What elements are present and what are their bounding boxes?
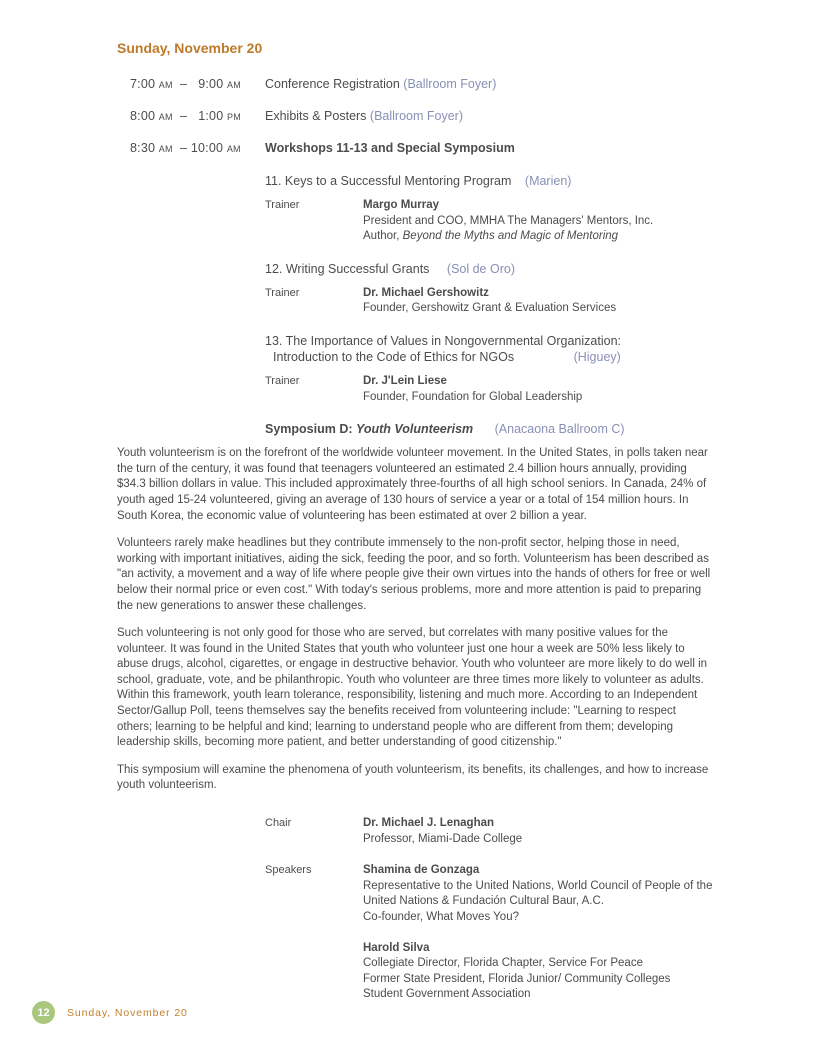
symposium-paragraph-4: This symposium will examine the phenomena of youth volunteerism, its benefits, its challenges, and how to increase youth volunteerism.: [117, 763, 709, 792]
trainer-info: [363, 198, 653, 245]
symposium-paragraph-3: Such volunteering is not only good for those who are served, but correlates with many positive values for the volunteer. It was found in the United States that youth who volunteer just one hour a week are 50% less likely to abuse drugs, alcohol, cigarettes, or engage in destructive behavior. Youth who volunteer are more likely to do well in school, graduate, vote, and be philanthropic. Youth who volunteer are three times more likely to volunteer as adults. Within this framework, youth learn tolerance, responsibility, listening and much more. According to an Independent Sector/Gallup Poll, teens themselves say the benefits received from volunteering include: "Learning to respect others; learning to be helpful and kind; learning to understand people who are different from them; developing leadership skills, becoming more patient, and better understanding of good citizenship.": [117, 627, 708, 749]
schedule-row: [117, 108, 713, 124]
workshop-title-row: [265, 261, 713, 277]
trainer-author-line: [363, 229, 653, 245]
symposium-heading: [265, 421, 713, 437]
workshop-title-row: [265, 333, 713, 365]
speaker-title-line: United Nations & Fundación Cultural Baur, A.C.: [363, 895, 604, 908]
symposium-paragraph-2: Volunteers rarely make headlines but they contribute immensely to the non-profit sector, helping those in need, working with important initiatives, aiding the sick, feeding the poor, and so forth. Volunteerism has been described as "an activity, a movement and a way of life where people give their own virtues into the hands of others for free or well below their normal price or even cost." With today's serious problems, more and more attention is paid to preparing the new generations to answer these challenges.: [117, 537, 711, 612]
chair-name: Dr. Michael J. Lenaghan: [363, 817, 495, 830]
trainer-row: [265, 286, 713, 317]
page-footer: [32, 1001, 188, 1024]
event-cell: [265, 108, 463, 124]
speakers-row: [265, 863, 713, 1003]
symposium-label: Symposium D:: [265, 422, 356, 437]
trainer-name: Margo Murray: [363, 199, 440, 211]
speaker-name: Shamina de Gonzaga: [363, 864, 480, 877]
symposium-location: (Anacaona Ballroom C): [494, 422, 625, 437]
workshop-location: (Sol de Oro): [446, 261, 515, 276]
workshop-13: [265, 333, 713, 405]
role-label: Trainer: [265, 374, 300, 387]
event-title: Conference Registration: [265, 77, 400, 91]
speaker-2: [363, 941, 712, 1003]
event-title: Workshops 11-13 and Special Symposium: [265, 141, 515, 155]
trainer-title-line: Founder, Gershowitz Grant & Evaluation Services: [363, 302, 617, 315]
trainer-info: [363, 374, 582, 405]
symposium-paragraph-1: Youth volunteerism is on the forefront of the worldwide volunteer movement. In the United States, in polls taken near the turn of the century, it was found that teenagers volunteered an estimated 2.4 billion hours annually, providing $34.3 billion dollars in value. This included approximately three-fourths of all high school seniors. In Canada, 24% of youth aged 15-24 volunteered, giving an average of 130 hours of service a year or a total of 154 million hours. In South Korea, the economic value of volunteering has been estimated at over 2 billion a year.: [117, 447, 708, 522]
trainer-title-line: Founder, Foundation for Global Leadership: [363, 390, 583, 403]
speaker-name: Harold Silva: [363, 941, 430, 954]
chair-title-line: Professor, Miami-Dade College: [363, 832, 523, 845]
speakers-block: [265, 863, 713, 1003]
speaker-1: [363, 863, 712, 925]
workshop-title-line1: 13. The Importance of Values in Nongovernmental Organization:: [265, 333, 621, 348]
schedule-list: [117, 76, 713, 156]
role-label: Trainer: [265, 286, 300, 299]
event-title: Exhibits & Posters: [265, 109, 367, 123]
role-label: Speakers: [265, 864, 312, 877]
author-book-title: Beyond the Myths and Magic of Mentoring: [402, 230, 619, 243]
workshop-title-line2-row: [265, 349, 713, 365]
workshop-title-row: [265, 173, 713, 189]
role-label: Trainer: [265, 199, 300, 211]
speakers-info: [363, 863, 712, 1003]
trainer-name: Dr. J'Lein Liese: [363, 374, 447, 387]
speaker-title-line: Student Government Association: [363, 988, 531, 1001]
symposium-title: Youth Volunteerism: [356, 422, 474, 437]
schedule-row: [117, 140, 713, 156]
trainer-row: [265, 198, 713, 245]
workshop-11: [265, 173, 713, 245]
workshop-12: [265, 261, 713, 317]
workshop-title: 12. Writing Successful Grants: [265, 261, 430, 276]
event-cell: [265, 76, 496, 92]
workshop-location: (Higuey): [573, 349, 621, 364]
day-heading: Sunday, November 20: [117, 40, 263, 56]
trainer-info: [363, 286, 616, 317]
schedule-row: [117, 76, 713, 92]
author-prefix: Author,: [363, 230, 403, 243]
trainer-row: [265, 374, 713, 405]
event-time: 8:00 am – 1:00 pm: [130, 109, 241, 123]
footer-day-label: Sunday, November 20: [67, 1006, 188, 1019]
workshops-section: [265, 173, 713, 405]
event-location: (Ballroom Foyer): [369, 109, 463, 123]
chair-row: [265, 816, 713, 847]
speaker-title-line: Representative to the United Nations, World Council of People of the: [363, 879, 713, 892]
chair-block: [265, 816, 713, 847]
event-time: 7:00 am – 9:00 am: [130, 77, 241, 91]
workshop-title: 11. Keys to a Successful Mentoring Program: [265, 174, 512, 188]
speaker-title-line: Former State President, Florida Junior/ Community Colleges: [363, 972, 671, 985]
workshop-location: (Marien): [524, 174, 572, 188]
role-label: Chair: [265, 817, 292, 830]
speaker-title-line: Collegiate Director, Florida Chapter, Service For Peace: [363, 957, 643, 970]
event-location: (Ballroom Foyer): [403, 77, 497, 91]
trainer-name: Dr. Michael Gershowitz: [363, 286, 489, 299]
speaker-title-line: Co-founder, What Moves You?: [363, 911, 519, 923]
page-number-badge: 12: [32, 1001, 55, 1024]
trainer-title-line: President and COO, MMHA The Managers' Mentors, Inc.: [363, 214, 654, 227]
event-time: 8:30 am – 10:00 am: [130, 141, 241, 155]
chair-info: [363, 816, 522, 847]
workshop-title-line2: Introduction to the Code of Ethics for NGOs: [273, 349, 515, 364]
